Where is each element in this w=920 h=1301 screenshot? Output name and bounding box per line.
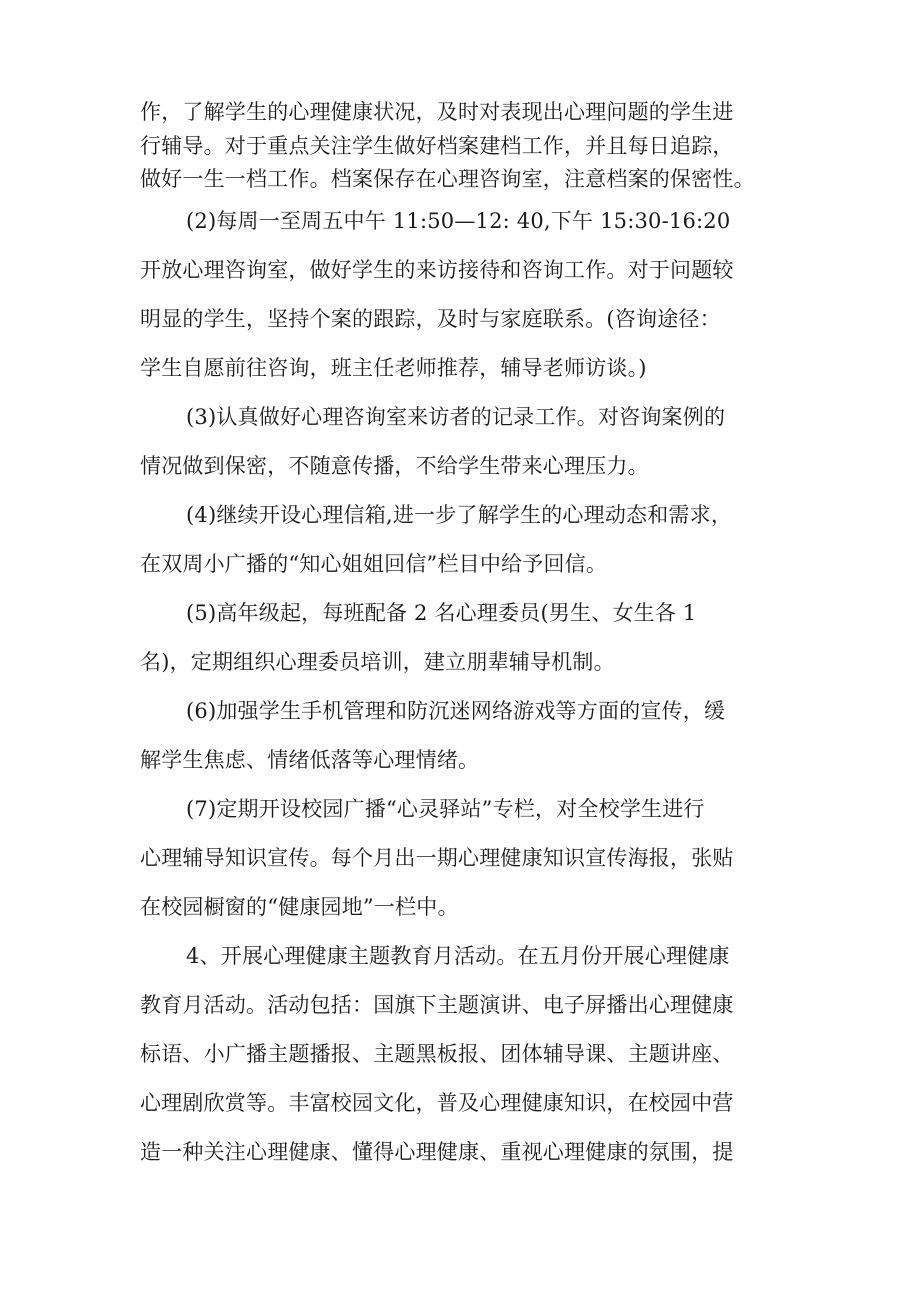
paragraph-line: 明显的学生，坚持个案的跟踪，及时与家庭联系。(咨询途径： bbox=[140, 307, 721, 331]
paragraph-line: 4、开展心理健康主题教育月活动。在五月份开展心理健康 bbox=[186, 944, 730, 968]
paragraph-line: 在校园橱窗的“健康园地”一栏中。 bbox=[140, 895, 459, 919]
paragraph-line: 开放心理咨询室，做好学生的来访接待和咨询工作。对于问题较 bbox=[140, 258, 734, 282]
paragraph-line: 心理辅导知识宣传。每个月出一期心理健康知识宣传海报，张贴 bbox=[140, 846, 734, 870]
paragraph-line: 造一种关注心理健康、懂得心理健康、重视心理健康的氛围，提 bbox=[140, 1140, 734, 1164]
paragraph-line: 学生自愿前往咨询，班主任老师推荐，辅导老师访谈。) bbox=[140, 356, 647, 380]
paragraph-line: 行辅导。对于重点关注学生做好档案建档工作，并且每日追踪， bbox=[140, 134, 734, 158]
paragraph-line: 做好一生一档工作。档案保存在心理咨询室，注意档案的保密性。 bbox=[140, 167, 755, 191]
paragraph-line: (7)定期开设校园广播“心灵驿站”专栏，对全校学生进行 bbox=[186, 797, 705, 821]
paragraph-line: 在双周小广播的“知心姐姐回信”栏目中给予回信。 bbox=[140, 552, 608, 576]
paragraph-line: 作，了解学生的心理健康状况，及时对表现出心理问题的学生进 bbox=[140, 100, 734, 124]
paragraph-line: 教育月活动。活动包括：国旗下主题演讲、电子屏播出心理健康 bbox=[140, 993, 734, 1017]
paragraph-line: 心理剧欣赏等。丰富校园文化，普及心理健康知识，在校园中营 bbox=[140, 1091, 734, 1115]
paragraph-line: 标语、小广播主题播报、主题黑板报、团体辅导课、主题讲座、 bbox=[140, 1042, 734, 1066]
paragraph-line: 情况做到保密，不随意传播，不给学生带来心理压力。 bbox=[140, 454, 649, 478]
paragraph-line: 解学生焦虑、情绪低落等心理情绪。 bbox=[140, 748, 480, 772]
paragraph-line: (4)继续开设心理信箱,进一步了解学生的心理动态和需求， bbox=[186, 503, 733, 527]
paragraph-line: (2)每周一至周五中午 11:50—12: 40,下午 15:30-16:20 bbox=[186, 209, 731, 233]
paragraph-line: (3)认真做好心理咨询室来访者的记录工作。对咨询案例的 bbox=[186, 405, 726, 429]
paragraph-line: (6)加强学生手机管理和防沉迷网络游戏等方面的宣传，缓 bbox=[186, 699, 726, 723]
paragraph-line: 名)，定期组织心理委员培训，建立朋辈辅导机制。 bbox=[140, 650, 615, 674]
paragraph-line: (5)高年级起，每班配备 2 名心理委员(男生、女生各 1 bbox=[186, 601, 697, 625]
